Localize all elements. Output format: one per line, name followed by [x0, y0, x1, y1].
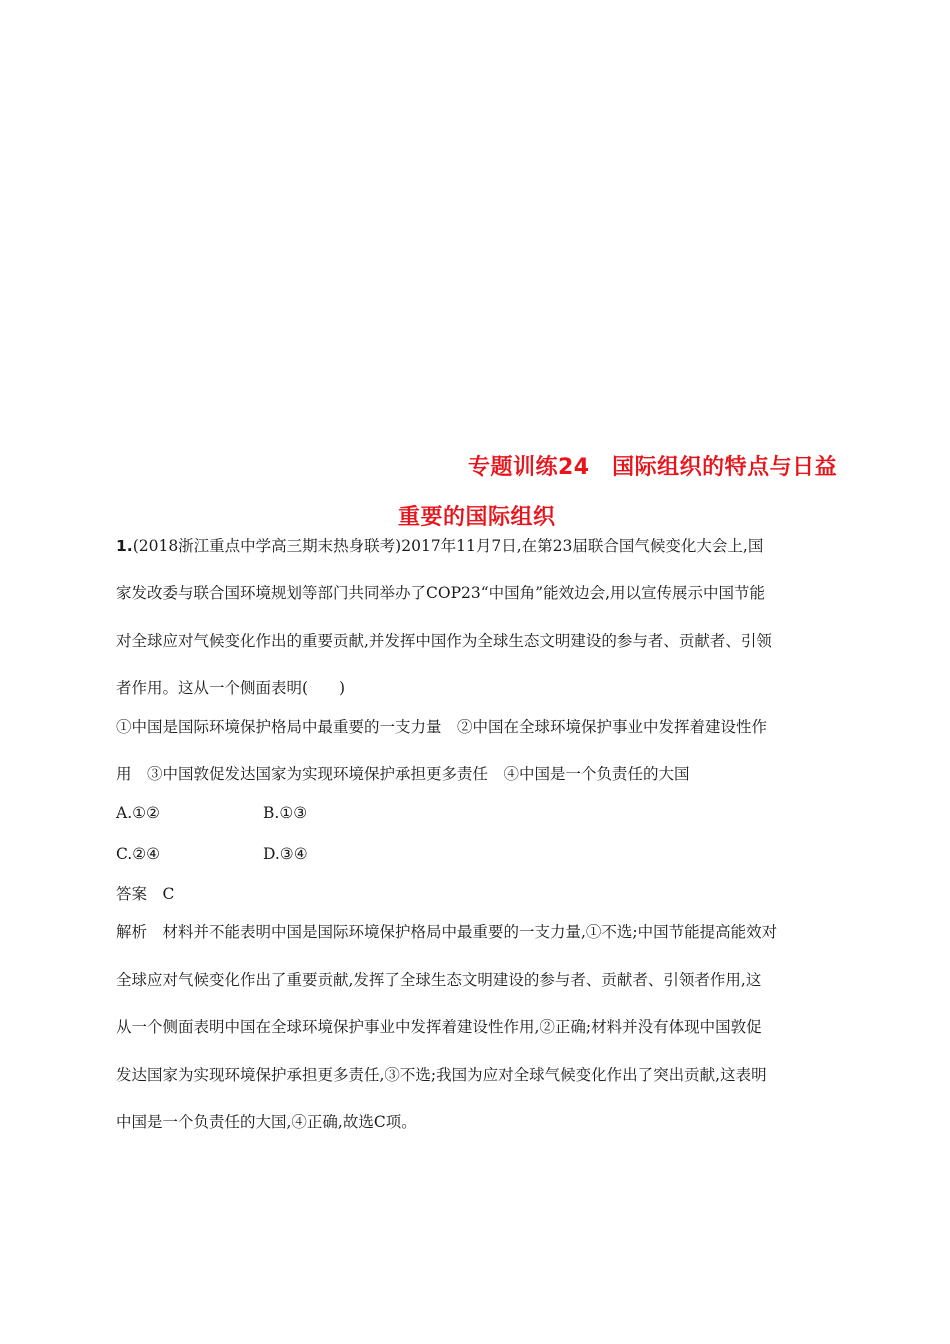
analysis-line-2: 全球应对气候变化作出了重要贡献,发挥了全球生态文明建设的参与者、贡献者、引领者作用,这	[116, 971, 762, 989]
analysis-line-5: 中国是一个负责任的大国,④正确,故选C项。	[116, 1113, 417, 1131]
option-b: B.①③	[263, 804, 308, 822]
page-title-line-2: 重要的国际组织	[398, 505, 556, 530]
question-stem-line-4: 者作用。这从一个侧面表明( )	[116, 679, 346, 697]
answer: 答案 C	[116, 885, 175, 903]
option-a: A.①②	[116, 804, 160, 822]
statement-line-1: ①中国是国际环境保护格局中最重要的一支力量 ②中国在全球环境保护事业中发挥着建设性作	[116, 718, 768, 736]
question-stem-line-2: 家发改委与联合国环境规划等部门共同举办了COP23“中国角”能效边会,用以宣传展示中国节能	[116, 584, 765, 602]
analysis-line-4: 发达国家为实现环境保护承担更多责任,③不选;我国为应对全球气候变化作出了突出贡献,这表明	[116, 1066, 767, 1084]
option-c: C.②④	[116, 845, 161, 863]
analysis-line-1: 解析 材料并不能表明中国是国际环境保护格局中最重要的一支力量,①不选;中国节能提高能效对	[116, 923, 778, 941]
analysis-line-3: 从一个侧面表明中国在全球环境保护事业中发挥着建设性作用,②正确;材料并没有体现中国敦促	[116, 1018, 762, 1036]
question-stem-line-1: 1.(2018浙江重点中学高三期末热身联考)2017年11月7日,在第23届联合国气候变化大会上,国	[116, 537, 764, 555]
question-stem-line-3: 对全球应对气候变化作出的重要贡献,并发挥中国作为全球生态文明建设的参与者、贡献者、引领	[116, 632, 772, 650]
page-title-line-1: 专题训练24 国际组织的特点与日益	[468, 455, 838, 480]
statement-line-2: 用 ③中国敦促发达国家为实现环境保护承担更多责任 ④中国是一个负责任的大国	[116, 765, 690, 783]
option-d: D.③④	[263, 845, 308, 863]
question-number: 1.	[116, 537, 133, 555]
